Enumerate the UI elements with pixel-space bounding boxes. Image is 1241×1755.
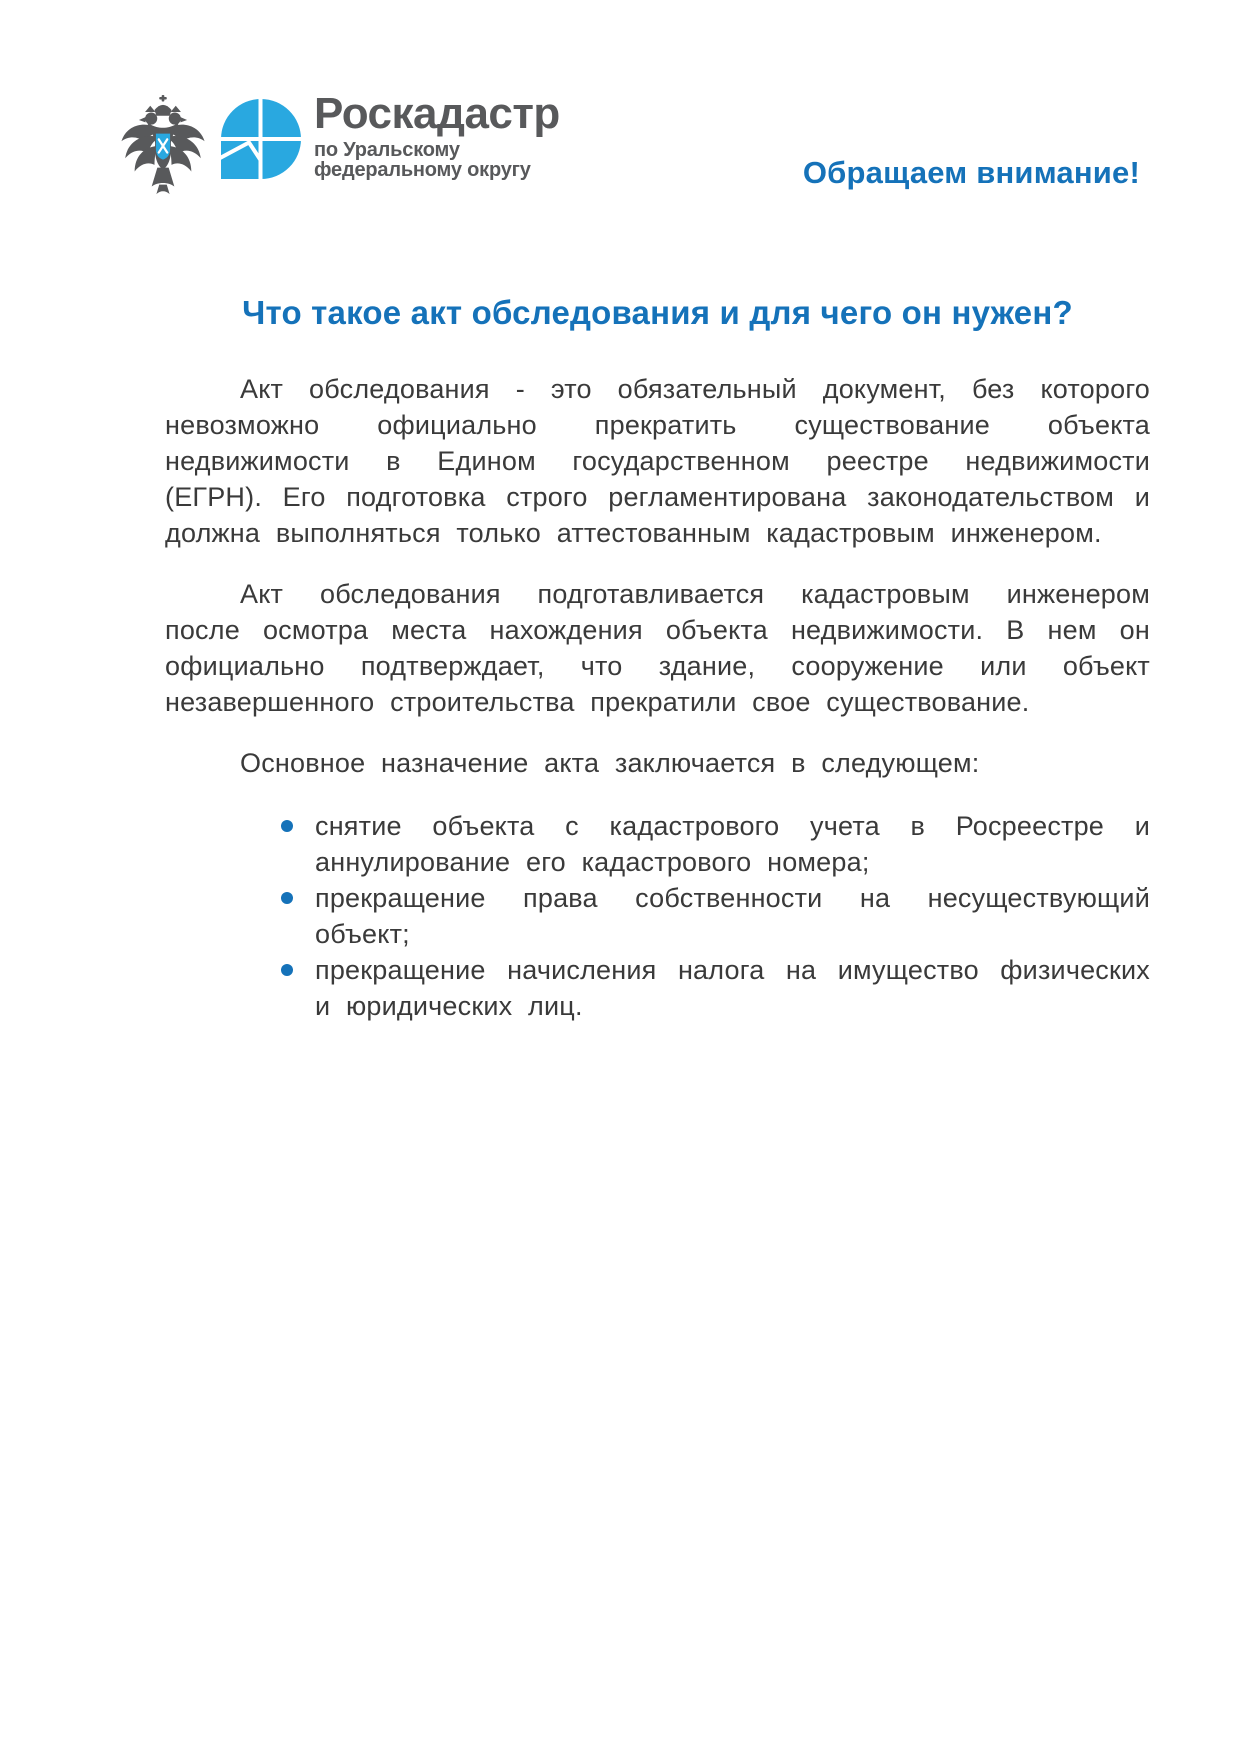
double-headed-eagle-icon xyxy=(115,94,211,196)
paragraph-purpose-leadin: Основное назначение акта заключается в следующем: xyxy=(240,748,980,778)
list-item-text: прекращение права собственности на несуществующий объект; xyxy=(315,883,1150,949)
article-body xyxy=(165,293,1150,1024)
brand-logo-group xyxy=(115,88,560,196)
paragraph-definition: Акт обследования - это обязательный документ, без которого невозможно официально прекратить существование объекта недвижимости в Едином государственном реестре недвижимости (ЕГРН). Его подготовка строго регламентирована законодательством и должна выполняться только аттестованным кадастровым инженером. xyxy=(165,374,1150,548)
brand-region xyxy=(314,140,560,180)
attention-notice: Обращаем внимание! xyxy=(802,155,1140,190)
list-item xyxy=(315,952,1150,1024)
list-item-text: прекращение начисления налога на имущество физических и юридических лиц. xyxy=(315,955,1150,1021)
brand-region-line2: федеральному округу xyxy=(314,159,531,181)
purpose-bullet-list xyxy=(165,808,1150,1024)
brand-region-line1: по Уральскому xyxy=(314,139,460,161)
letterhead xyxy=(0,0,1241,230)
roskadastr-logo-icon xyxy=(221,99,301,179)
bullet-dot-icon xyxy=(281,892,293,904)
paragraph-preparation: Акт обследования подготавливается кадастровым инженером после осмотра места нахождения объекта недвижимости. В нем он официально подтверждает, что здание, сооружение или объект незавершенного строительства прекратили свое существование. xyxy=(165,579,1150,717)
bullet-dot-icon xyxy=(281,820,293,832)
brand-name: Роскадастр xyxy=(314,89,560,138)
brand-text xyxy=(314,90,560,180)
list-item-text: снятие объекта с кадастрового учета в Росреестре и аннулирование его кадастрового номера; xyxy=(315,811,1150,877)
bullet-dot-icon xyxy=(281,964,293,976)
list-item xyxy=(315,808,1150,880)
article-title: Что такое акт обследования и для чего он нужен? xyxy=(242,294,1073,331)
list-item xyxy=(315,880,1150,952)
